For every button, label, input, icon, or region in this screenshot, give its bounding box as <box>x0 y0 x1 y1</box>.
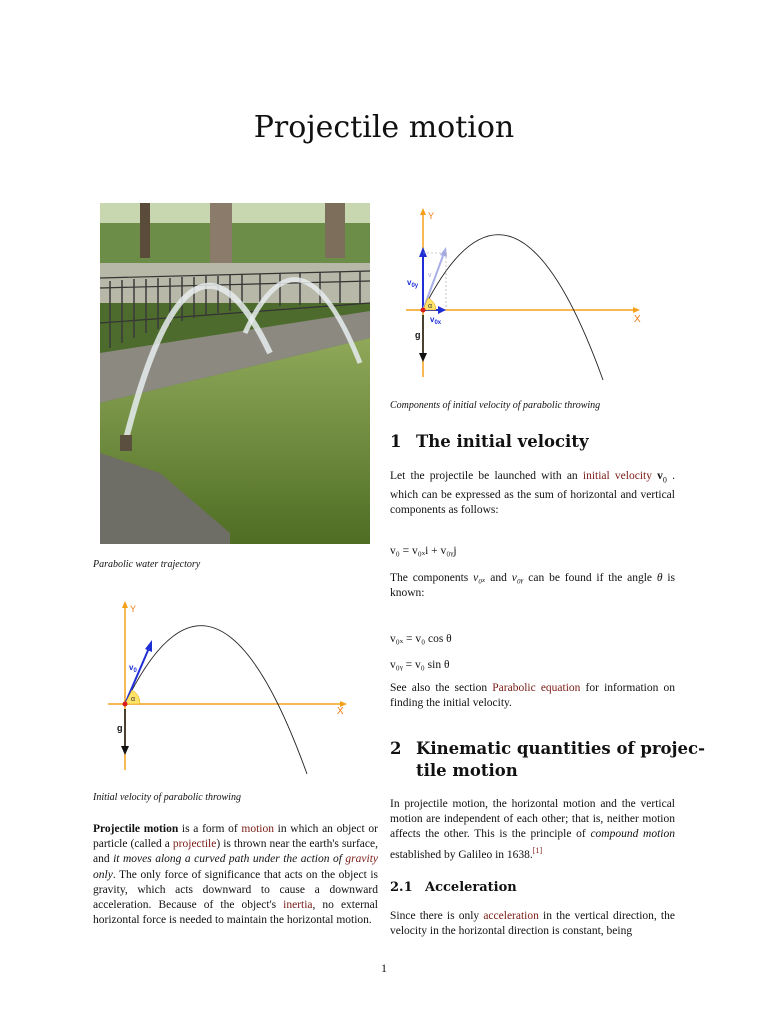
section-2-heading: 2 Kinematic quantities of projec- tile motion <box>390 739 705 780</box>
svg-text:g: g <box>117 723 123 733</box>
components-figure <box>398 205 648 385</box>
y-axis-label: Y <box>428 211 435 221</box>
equation-3: v₀ᵧ = v₀ sin θ <box>390 659 450 671</box>
initial-velocity-caption: Initial velocity of parabolic throwing <box>93 792 241 803</box>
initial-velocity-figure <box>100 598 355 778</box>
projectile-link[interactable]: projectile <box>172 838 217 851</box>
motion-link[interactable]: motion <box>241 823 274 835</box>
trajectory <box>423 235 603 380</box>
svg-text:v0: $v_0$ <box>129 663 137 674</box>
section-1-paragraph-2: The components v₀ₓ and v₀ᵧ can be found if the angle θ is known: <box>390 572 676 600</box>
intro-paragraph: Projectile motion is a form of motion in which an object or particle (called a projectile) is thrown near the earth's surface, and it moves along a curved path under the action of gravity only. The only force of significance that acts on the object is gravity, which acts downward to cause a downward acceleration. Because of the object's inertia, no external horizontal force is needed to maintain the horizontal motion. <box>93 823 378 927</box>
svg-text:α: α <box>428 303 433 310</box>
svg-text:v: v <box>428 272 432 279</box>
initial-velocity-link[interactable]: initial velocity <box>582 470 652 482</box>
v0-arrow <box>423 253 444 310</box>
acceleration-link[interactable]: acceleration <box>483 910 539 922</box>
parabolic-equation-link[interactable]: Parabolic equation <box>492 682 581 694</box>
inertia-link[interactable]: inertia <box>283 899 313 912</box>
fountain-photo <box>100 203 370 544</box>
equation-2: v₀ₓ = v₀ cos θ <box>390 633 452 645</box>
svg-text:X: X <box>337 706 344 717</box>
photo-caption: Parabolic water trajectory <box>93 559 201 570</box>
gravity-link[interactable]: gravity <box>345 853 378 866</box>
svg-text:v0x: $v_{0x}$ <box>430 315 442 326</box>
components-caption: Components of initial velocity of parabolic throwing <box>390 400 601 411</box>
svg-text:g: g <box>415 330 421 340</box>
svg-text:Y: Y <box>130 604 137 614</box>
section-1-paragraph-3: See also the section Parabolic equation for information on finding the initial velocity. <box>390 682 675 710</box>
x-axis-label: X <box>634 314 641 325</box>
equation-1: v₀ = v₀ₓi + v₀ᵧj <box>390 545 457 557</box>
page-number: 1 <box>381 961 387 975</box>
subsection-2-1-paragraph: Since there is only acceleration in the vertical direction, the velocity in the horizontal direction is constant, being <box>390 910 675 938</box>
svg-text:v0y: $v_{0y}$ <box>407 278 419 289</box>
reference-1-link[interactable]: [1] <box>532 845 543 855</box>
section-2-paragraph-1: In projectile motion, the horizontal motion and the vertical motion are independent of each other; that is, neither motion affects the other. This is the principle of compound motion established by Galileo in 1638.[1] <box>390 798 676 861</box>
svg-text:α: α <box>131 696 136 703</box>
section-1-heading: 1 The initial velocity <box>390 432 589 451</box>
section-1-paragraph-1: Let the projectile be launched with an initial velocity $v_0$ . which can be expressed as the sum of horizontal and vertical components as follows: <box>390 470 675 516</box>
subsection-2-1-heading: 2.1 Acceleration <box>390 880 517 895</box>
page-title: Projectile motion <box>253 110 515 145</box>
